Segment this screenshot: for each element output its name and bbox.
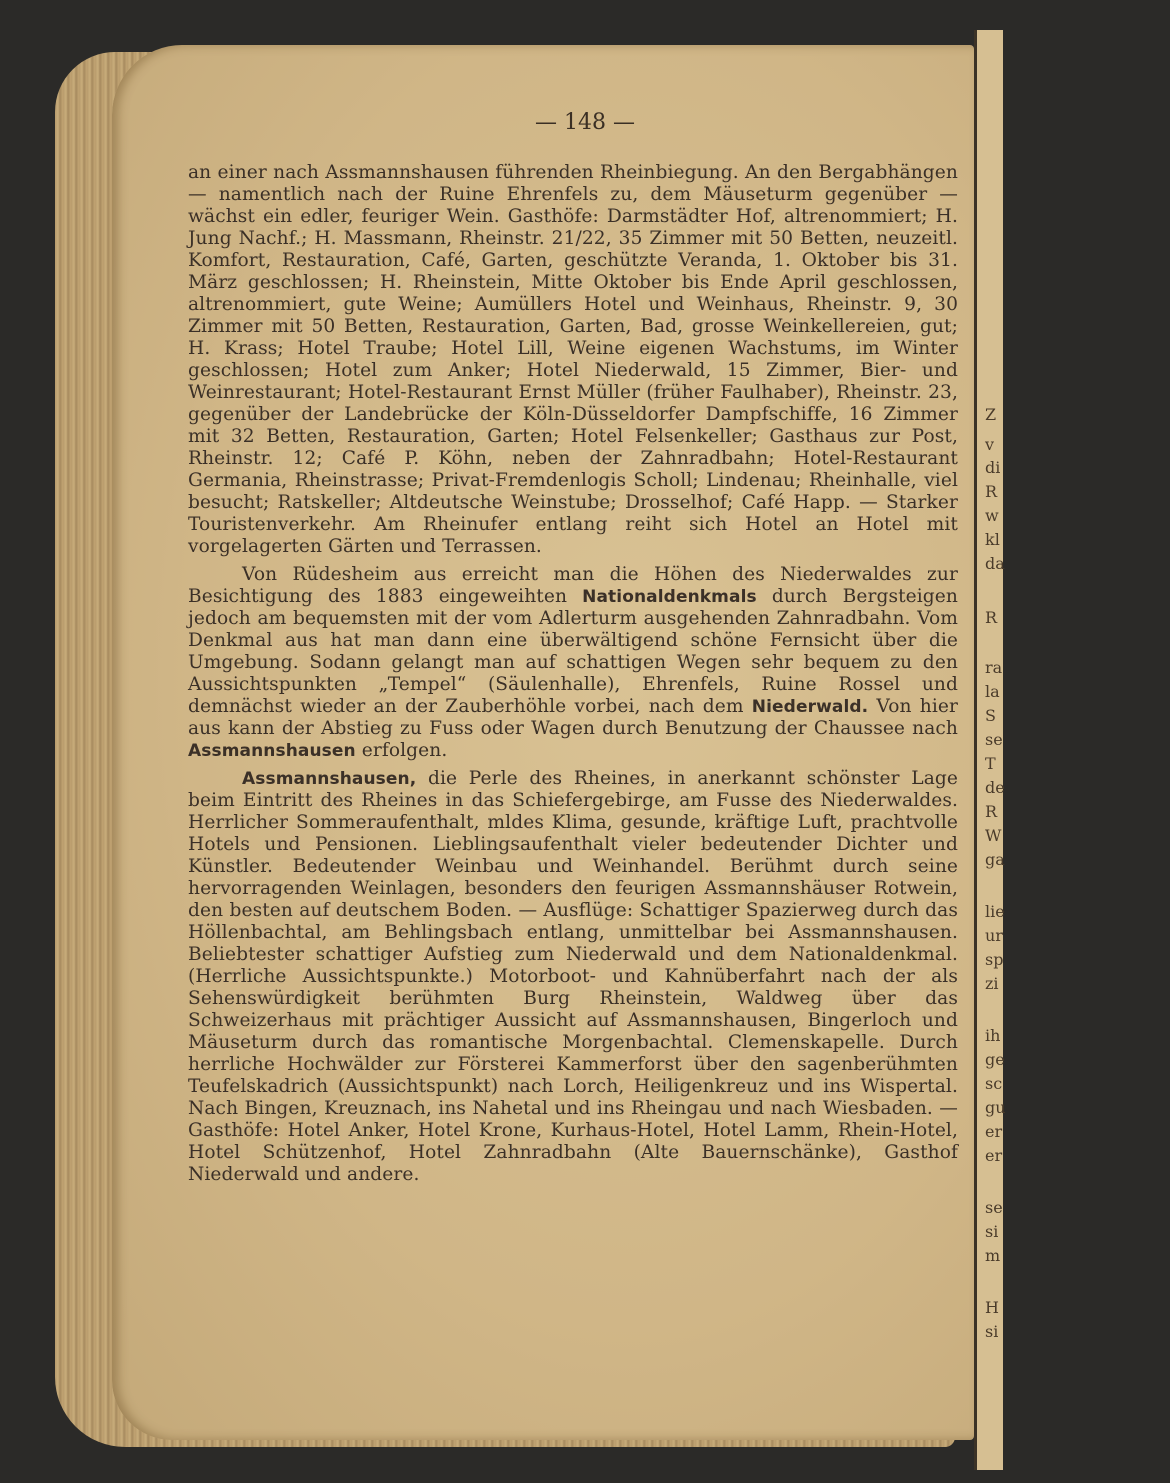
adjacent-page-fragment: si [985,1222,999,1241]
adjacent-page-fragment: si [985,1322,999,1341]
adjacent-page-fragment: la [985,682,1000,701]
text-run: die Perle des Rheines, in anerkannt schönster Lage beim Eintritt des Rheines in das Schiefergebirge, am Fusse des Niederwaldes. Herrlicher Sommeraufenthalt, mldes Klima, gesunde, kräftige Luft, prachtvolle Hotels und Pensionen. Lieblingsaufenthalt vieler bedeutender Dichter und Künstler. Bedeutender Weinbau und Weinhandel. Berühmt durch seine hervorragenden Weinlagen, besonders den feurigen Assmannshäuser Rotwein, den besten auf deutschem Boden. — Ausflüge: Schattiger Spazierweg durch das Höllenbachtal, am Behlingsbach entlang, unmittelbar bei Assmannshausen. Beliebtester schattiger Aufstieg zum Niederwald und dem Nationaldenkmal. (Herrliche Aussichtspunkte.) Motorboot- und Kahnüberfahrt nach der als Sehenswürdigkeit berühmten Burg Rheinstein, Waldweg über das Schweizerhaus mit prächtiger Aussicht auf Assmannshausen, Bingerloch und Mäuseturm durch das romantische Morgenbachtal. Clemenskapelle. Durch herrliche Hochwälder zur Försterei Kammerforst über den sagenberühmten Teufelskadrich (Aussichtspunkt) nach Lorch, Heiligenkreuz und ins Wispertal. Nach Bingen, Kreuznach, ins Nahetal und ins Rheingau und nach Wiesbaden. — Gasthöfe: Hotel Anker, Hotel Krone, Kurhaus-Hotel, Hotel Lamm, Rhein-Hotel, Hotel Schützenhof, Hotel Zahnradbahn (Alte Bauernschänke), Gasthof Niederwald und andere. [188,768,958,1185]
adjacent-page-fragment: zi [985,974,999,993]
adjacent-page-fragment: W [985,826,1002,845]
adjacent-page-fragment: H [985,1298,999,1317]
adjacent-page-fragment: T [985,754,996,773]
bold-term: Assmannshausen, [242,769,417,789]
paragraph-assmannshausen [188,768,958,1186]
bold-term: Nationaldenkmals [582,587,757,607]
adjacent-page-fragment: R [985,802,998,821]
text-run: durch Bergsteigen jedoch am bequemsten mit der vom Adlerturm ausgehenden Zahnradbahn. Vom Denkmal aus hat man dann eine überwältigend schöne Fernsicht über die Umgebung. Sodann gelangt man auf schattigen Wegen sehr bequem zu den Aussichtspunkten „Tempel“ (Säulenhalle), Ehrenfels, Ruine Rossel und demnächst wieder an der Zauberhöhle vorbei, nach dem [188,586,958,717]
adjacent-page-fragment: v [985,435,995,454]
adjacent-page-fragment: er [985,1146,1003,1165]
adjacent-page-fragment: lie [985,902,1005,921]
paragraph-rudesheim-lodging [188,162,958,558]
adjacent-page-fragment: R [985,482,998,501]
page-number: — 148 — [535,110,635,135]
adjacent-page-fragment: se [985,730,1003,749]
bold-term: Assmannshausen [188,741,356,761]
adjacent-page-fragment: di [985,458,1001,477]
adjacent-page-fragment: sc [985,1074,1003,1093]
adjacent-page-fragment: se [985,1198,1003,1217]
adjacent-page-fragment: da [985,554,1005,573]
bold-term: Niederwald. [751,697,869,717]
adjacent-page-fragment: w [985,506,999,525]
text-run: Von Rüdesheim aus erreicht man die Höhen des Niederwaldes zur Besichtigung des 1883 eingeweihten [188,564,958,607]
adjacent-page-fragment: R [985,608,998,627]
text-run: an einer nach Assmannshausen führenden Rheinbiegung. An den Bergabhängen — namentlich nach der Ruine Ehrenfels zu, dem Mäuseturm gegenüber — wächst ein edler, feuriger Wein. Gasthöfe: Darmstädter Hof, altrenommiert; H. Jung Nachf.; H. Massmann, Rheinstr. 21/22, 35 Zimmer mit 50 Betten, neuzeitl. Komfort, Restauration, Café, Garten, geschützte Veranda, 1. Oktober bis 31. März geschlossen; H. Rheinstein, Mitte Oktober bis Ende April geschlossen, altrenommiert, gute Weine; Aumüllers Hotel und Weinhaus, Rheinstr. 9, 30 Zimmer mit 50 Betten, Restauration, Garten, Bad, grosse Weinkellereien, gut; H. Krass; Hotel Traube; Hotel Lill, Weine eigenen Wachstums, im Winter geschlossen; Hotel zum Anker; Hotel Niederwald, 15 Zimmer, Bier- und Weinrestaurant; Hotel-Restaurant Ernst Müller (früher Faulhaber), Rheinstr. 23, gegenüber der Landebrücke der Köln-Düsseldorfer Dampfschiffe, 16 Zimmer mit 32 Betten, Restauration, Garten; Hotel Felsenkeller; Gasthaus zur Post, Rheinstr. 12; Café P. Köhn, neben der Zahnradbahn; Hotel-Restaurant Germania, Rheinstrasse; Privat-Fremdenlogis Scholl; Lindenau; Rheinhalle, viel besucht; Ratskeller; Altdeutsche Weinstube; Drosselhof; Café Happ. — Starker Touristenverkehr. Am Rheinufer entlang reiht sich Hotel an Hotel mit vorgelagerten Gärten und Terrassen. [188,162,958,557]
adjacent-page-fragment: gu [985,1098,1006,1117]
paragraph-nationaldenkmal [188,564,958,762]
adjacent-page-fragment: ge [985,1050,1005,1069]
adjacent-page-fragment: Z [985,405,997,424]
adjacent-page-fragment: m [985,1246,1001,1265]
adjacent-page-fragment: ur [985,926,1003,945]
adjacent-page-fragment: ga [985,850,1005,869]
adjacent-page-fragment: sp [985,950,1004,969]
adjacent-page-fragment: kl [985,530,1000,549]
text-run: Von hier aus kann der Abstieg zu Fuss oder Wagen durch Benutzung der Chaussee nach [188,696,958,739]
adjacent-page-fragment: de [985,778,1005,797]
adjacent-page-fragment: er [985,1122,1003,1141]
page-body-text [188,162,958,1186]
adjacent-page-strip [974,30,1006,1470]
adjacent-page-fragment: S [985,706,996,725]
text-run: erfolgen. [355,740,448,761]
adjacent-page-fragment: ih [985,1026,1001,1045]
adjacent-page-fragment: ra [985,658,1003,677]
